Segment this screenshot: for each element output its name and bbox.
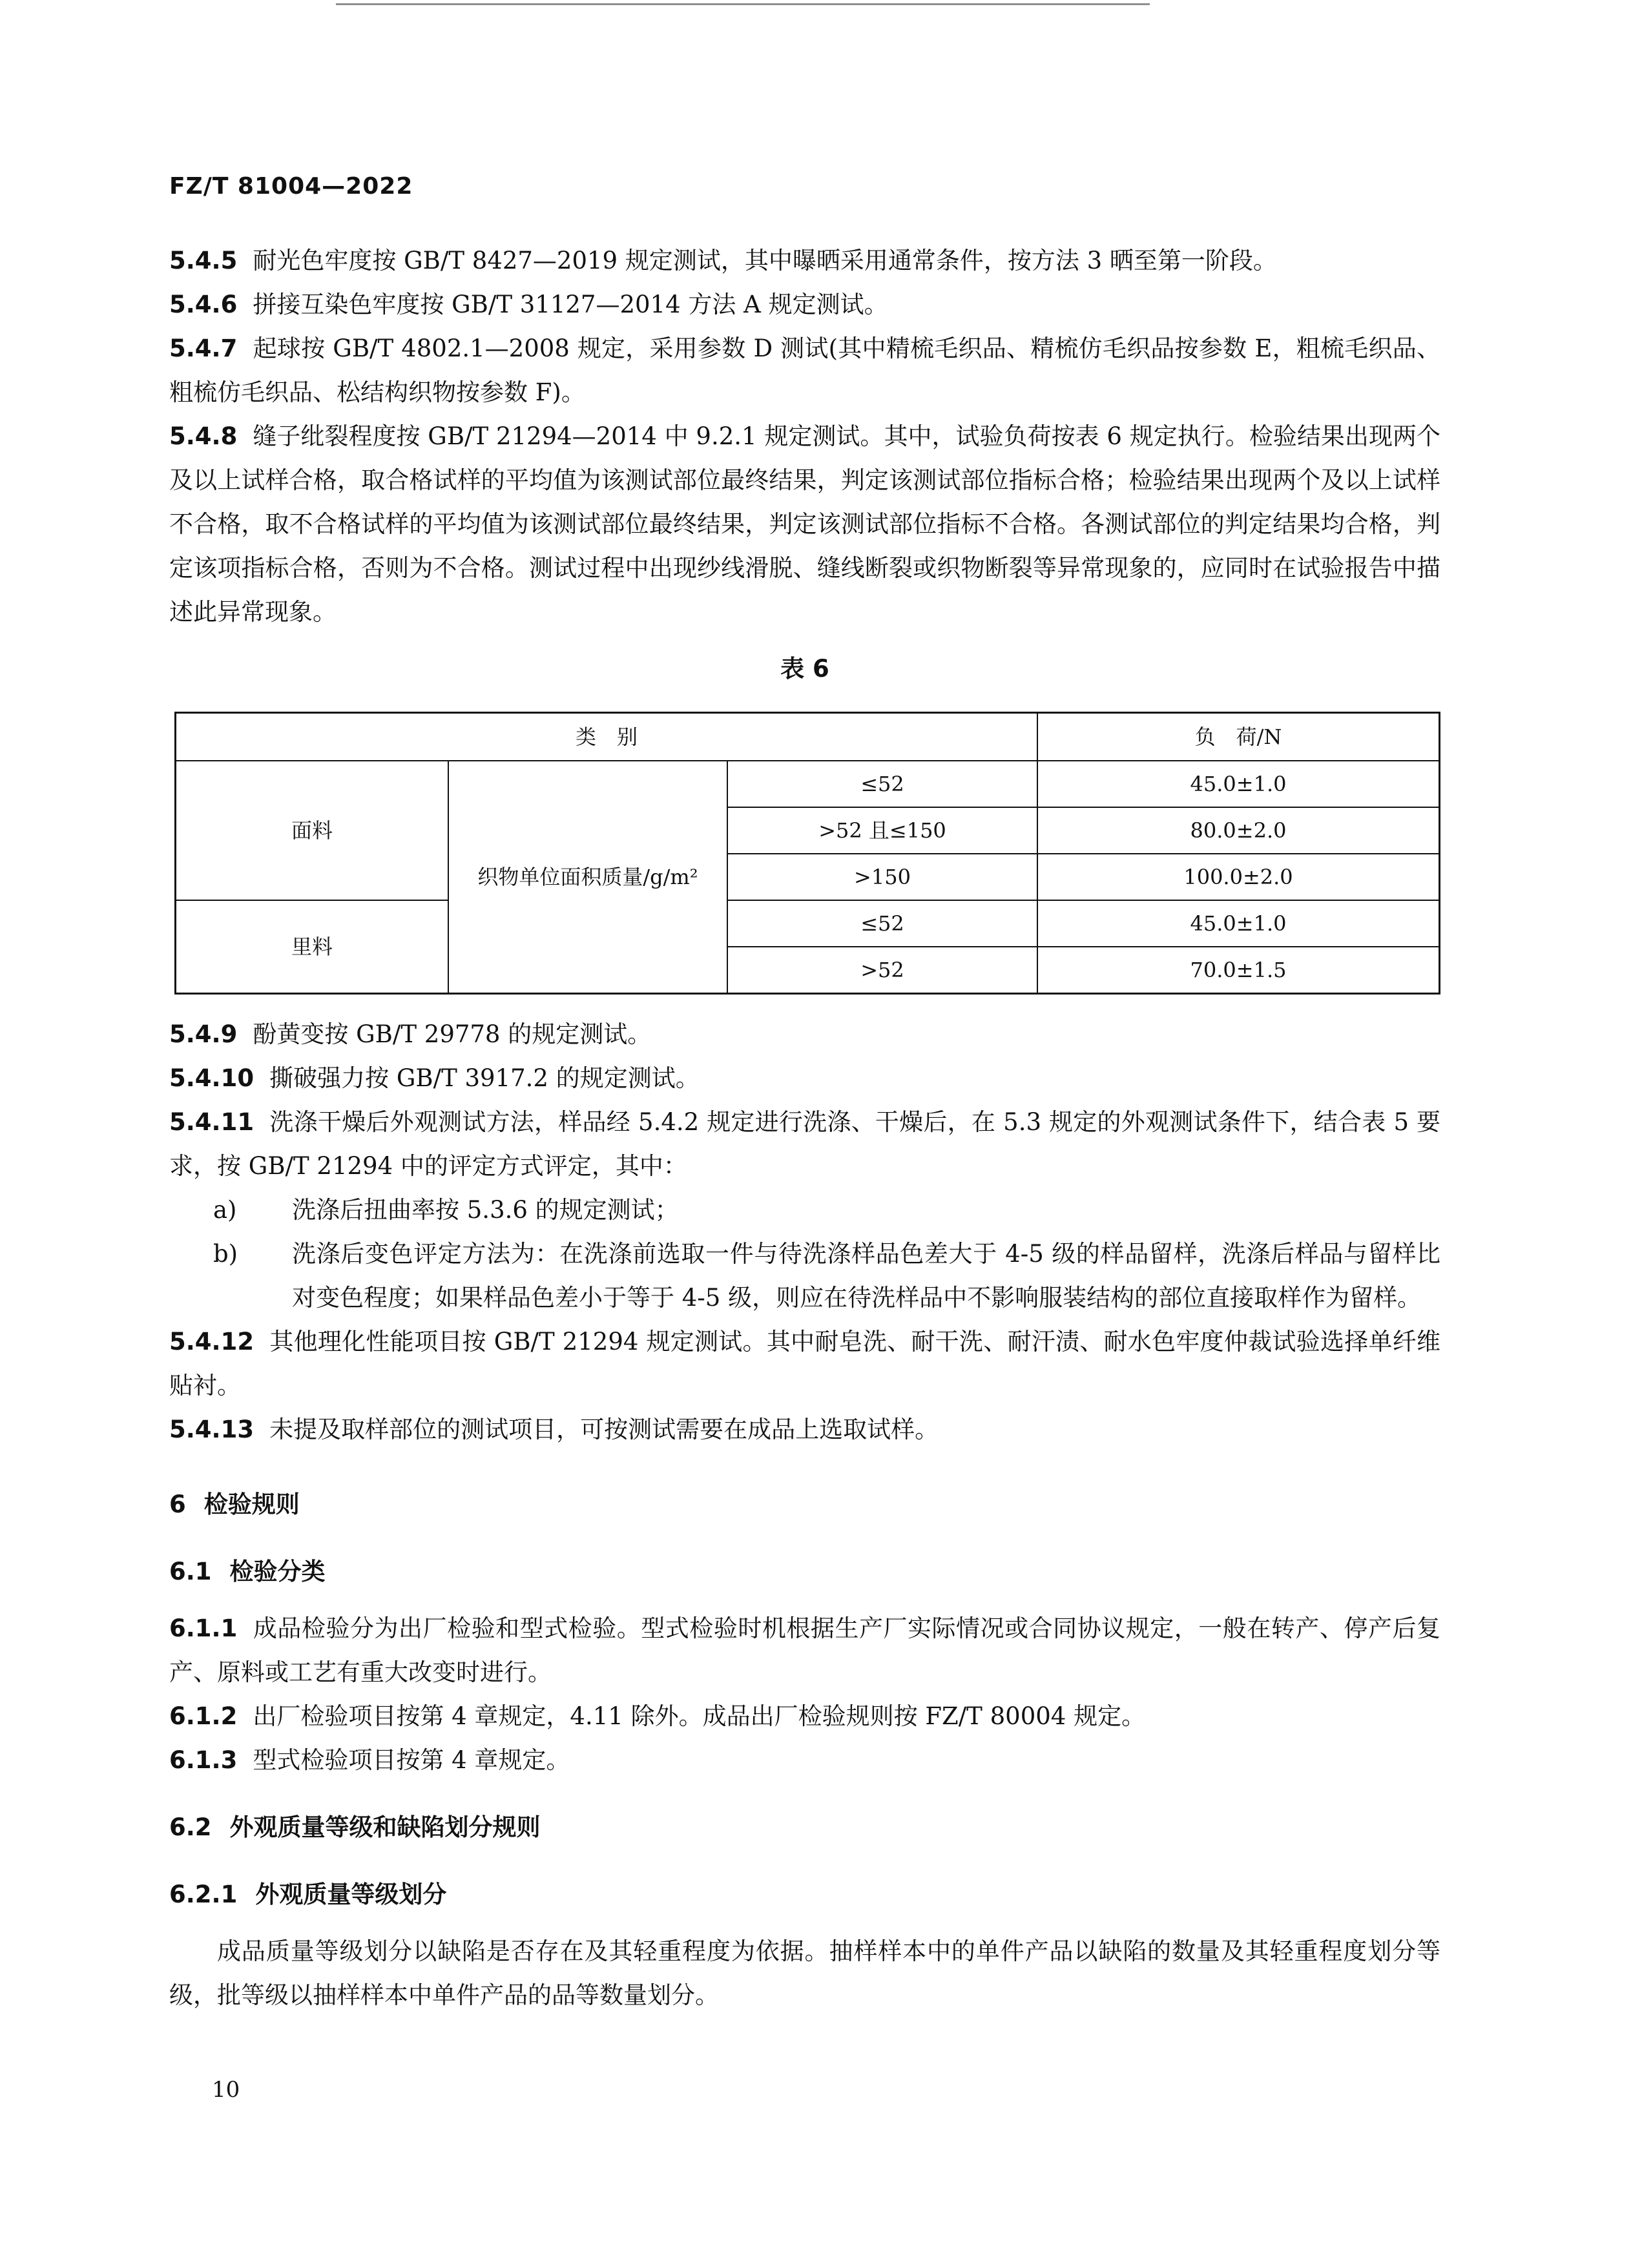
standard-code: FZ/T 81004—2022 [169, 173, 413, 200]
clause-6-1-2 [169, 1695, 1440, 1738]
clause-5-4-13 [169, 1408, 1440, 1452]
clause-5-4-10 [169, 1057, 1440, 1100]
subsection-heading [169, 1550, 1440, 1594]
section-title: 检验规则 [203, 1490, 300, 1518]
clause-5-4-5 [169, 239, 1440, 283]
face-fabric-cell: 面料 [176, 761, 449, 900]
subsection-number: 6.1 [169, 1558, 212, 1585]
clause-number: 6.1.3 [169, 1746, 238, 1774]
subsection-number: 6.2 [169, 1813, 212, 1841]
clause-text: 拼接互染色牢度按 GB/T 31127—2014 方法 A 规定测试。 [253, 291, 888, 318]
clause-number: 5.4.8 [169, 422, 238, 450]
header-category: 类 别 [176, 713, 1038, 761]
list-marker: b) [213, 1240, 238, 1268]
load-cell: 70.0±1.5 [1037, 947, 1440, 994]
page-content [169, 239, 1440, 2017]
subsection-number: 6.2.1 [169, 1881, 238, 1908]
table-row [176, 900, 1440, 947]
clause-text: 未提及取样部位的测试项目，可按测试需要在成品上选取试样。 [269, 1416, 939, 1443]
clause-5-4-6 [169, 283, 1440, 327]
clause-text: 出厂检验项目按第 4 章规定，4.11 除外。成品出厂检验规则按 FZ/T 80004 规定。 [253, 1702, 1146, 1730]
range-cell: >52 [727, 947, 1037, 994]
subsection-heading [169, 1806, 1440, 1850]
clause-text: 酚黄变按 GB/T 29778 的规定测试。 [253, 1020, 652, 1048]
range-cell: ≤52 [727, 900, 1037, 947]
clause-6-1-3 [169, 1738, 1440, 1782]
clause-number: 5.4.13 [169, 1416, 255, 1443]
clause-number: 5.4.11 [169, 1108, 255, 1136]
subsection-title: 检验分类 [229, 1558, 326, 1585]
clause-text: 洗涤干燥后外观测试方法，样品经 5.4.2 规定进行洗涤、干燥后，在 5.3 规定的外观测试条件下，结合表 5 要求，按 GB/T 21294 中的评定方式评定，其中： [169, 1108, 1440, 1180]
clause-number: 5.4.10 [169, 1064, 255, 1092]
list-text: 洗涤后变色评定方法为：在洗涤前选取一件与待洗涤样品色差大于 4-5 级的样品留样，洗涤后样品与留样比对变色程度；如果样品色差小于等于 4-5 级，则应在待洗样品中不影响服装结构的部位直接取样作为留样。 [292, 1240, 1440, 1312]
list-text: 洗涤后扭曲率按 5.3.6 的规定测试； [292, 1196, 679, 1224]
clause-text: 成品检验分为出厂检验和型式检验。型式检验时机根据生产厂实际情况或合同协议规定，一般在转产、停产后复产、原料或工艺有重大改变时进行。 [169, 1614, 1440, 1686]
list-item [169, 1232, 1440, 1320]
clause-text: 型式检验项目按第 4 章规定。 [253, 1746, 570, 1774]
table-caption: 表 6 [780, 655, 829, 683]
range-cell: ≤52 [727, 761, 1037, 807]
clause-number: 6.1.1 [169, 1614, 238, 1642]
load-cell: 100.0±2.0 [1037, 854, 1440, 900]
subsection-heading [169, 1873, 1440, 1917]
clause-5-4-11 [169, 1100, 1440, 1188]
clause-text: 撕破强力按 GB/T 3917.2 的规定测试。 [269, 1064, 700, 1092]
range-cell: >52 且≤150 [727, 807, 1037, 854]
clause-6-1-1 [169, 1607, 1440, 1695]
range-cell: >150 [727, 854, 1037, 900]
clause-5-4-12 [169, 1320, 1440, 1408]
clause-number: 5.4.12 [169, 1328, 255, 1356]
table-header-row [176, 713, 1440, 761]
subsection-title: 外观质量等级划分 [255, 1881, 447, 1908]
table-6 [174, 712, 1440, 995]
clause-text: 缝子纰裂程度按 GB/T 21294—2014 中 9.2.1 规定测试。其中，试验负荷按表 6 规定执行。检验结果出现两个及以上试样合格，取合格试样的平均值为该测试部位最终结果，判定该测试部位指标合格；检验结果出现两个及以上试样不合格，取不合格试样的平均值为该测试部位最终结果，判定该测试部位指标不合格。各测试部位的判定结果均合格，判定该项指标合格，否则为不合格。测试过程中出现纱线滑脱、缝线断裂或织物断裂等异常现象的，应同时在试验报告中描述此异常现象。 [169, 422, 1440, 626]
subsection-title: 外观质量等级和缺陷划分规则 [229, 1813, 541, 1841]
clause-text: 起球按 GB/T 4802.1—2008 规定，采用参数 D 测试(其中精梳毛织品、精梳仿毛织品按参数 E，粗梳毛织品、粗梳仿毛织品、松结构织物按参数 F)。 [169, 335, 1440, 406]
load-cell: 80.0±2.0 [1037, 807, 1440, 854]
top-rule [336, 0, 1150, 5]
list-item [169, 1188, 1440, 1232]
clause-number: 5.4.5 [169, 247, 238, 274]
page-number: 10 [212, 2077, 240, 2103]
lining-cell: 里料 [176, 900, 449, 994]
load-cell: 45.0±1.0 [1037, 761, 1440, 807]
section-heading [169, 1483, 1440, 1527]
clause-number: 5.4.9 [169, 1020, 238, 1048]
clause-number: 5.4.7 [169, 335, 238, 362]
clause-5-4-8 [169, 415, 1440, 634]
header-load: 负 荷/N [1037, 713, 1440, 761]
param-cell: 织物单位面积质量/g/m² [448, 761, 727, 994]
section-number: 6 [169, 1490, 186, 1518]
clause-text: 耐光色牢度按 GB/T 8427—2019 规定测试，其中曝晒采用通常条件，按方法 3 晒至第一阶段。 [253, 247, 1277, 274]
body-paragraph: 成品质量等级划分以缺陷是否存在及其轻重程度为依据。抽样样本中的单件产品以缺陷的数量及其轻重程度划分等级，批等级以抽样样本中单件产品的品等数量划分。 [169, 1937, 1440, 2009]
clause-number: 6.1.2 [169, 1702, 238, 1730]
clause-5-4-7 [169, 327, 1440, 415]
load-cell: 45.0±1.0 [1037, 900, 1440, 947]
table-row [176, 761, 1440, 807]
clause-text: 其他理化性能项目按 GB/T 21294 规定测试。其中耐皂洗、耐干洗、耐汗渍、耐水色牢度仲裁试验选择单纤维贴衬。 [169, 1328, 1440, 1399]
clause-number: 5.4.6 [169, 291, 238, 318]
clause-5-4-9 [169, 1013, 1440, 1057]
list-marker: a) [213, 1196, 237, 1224]
